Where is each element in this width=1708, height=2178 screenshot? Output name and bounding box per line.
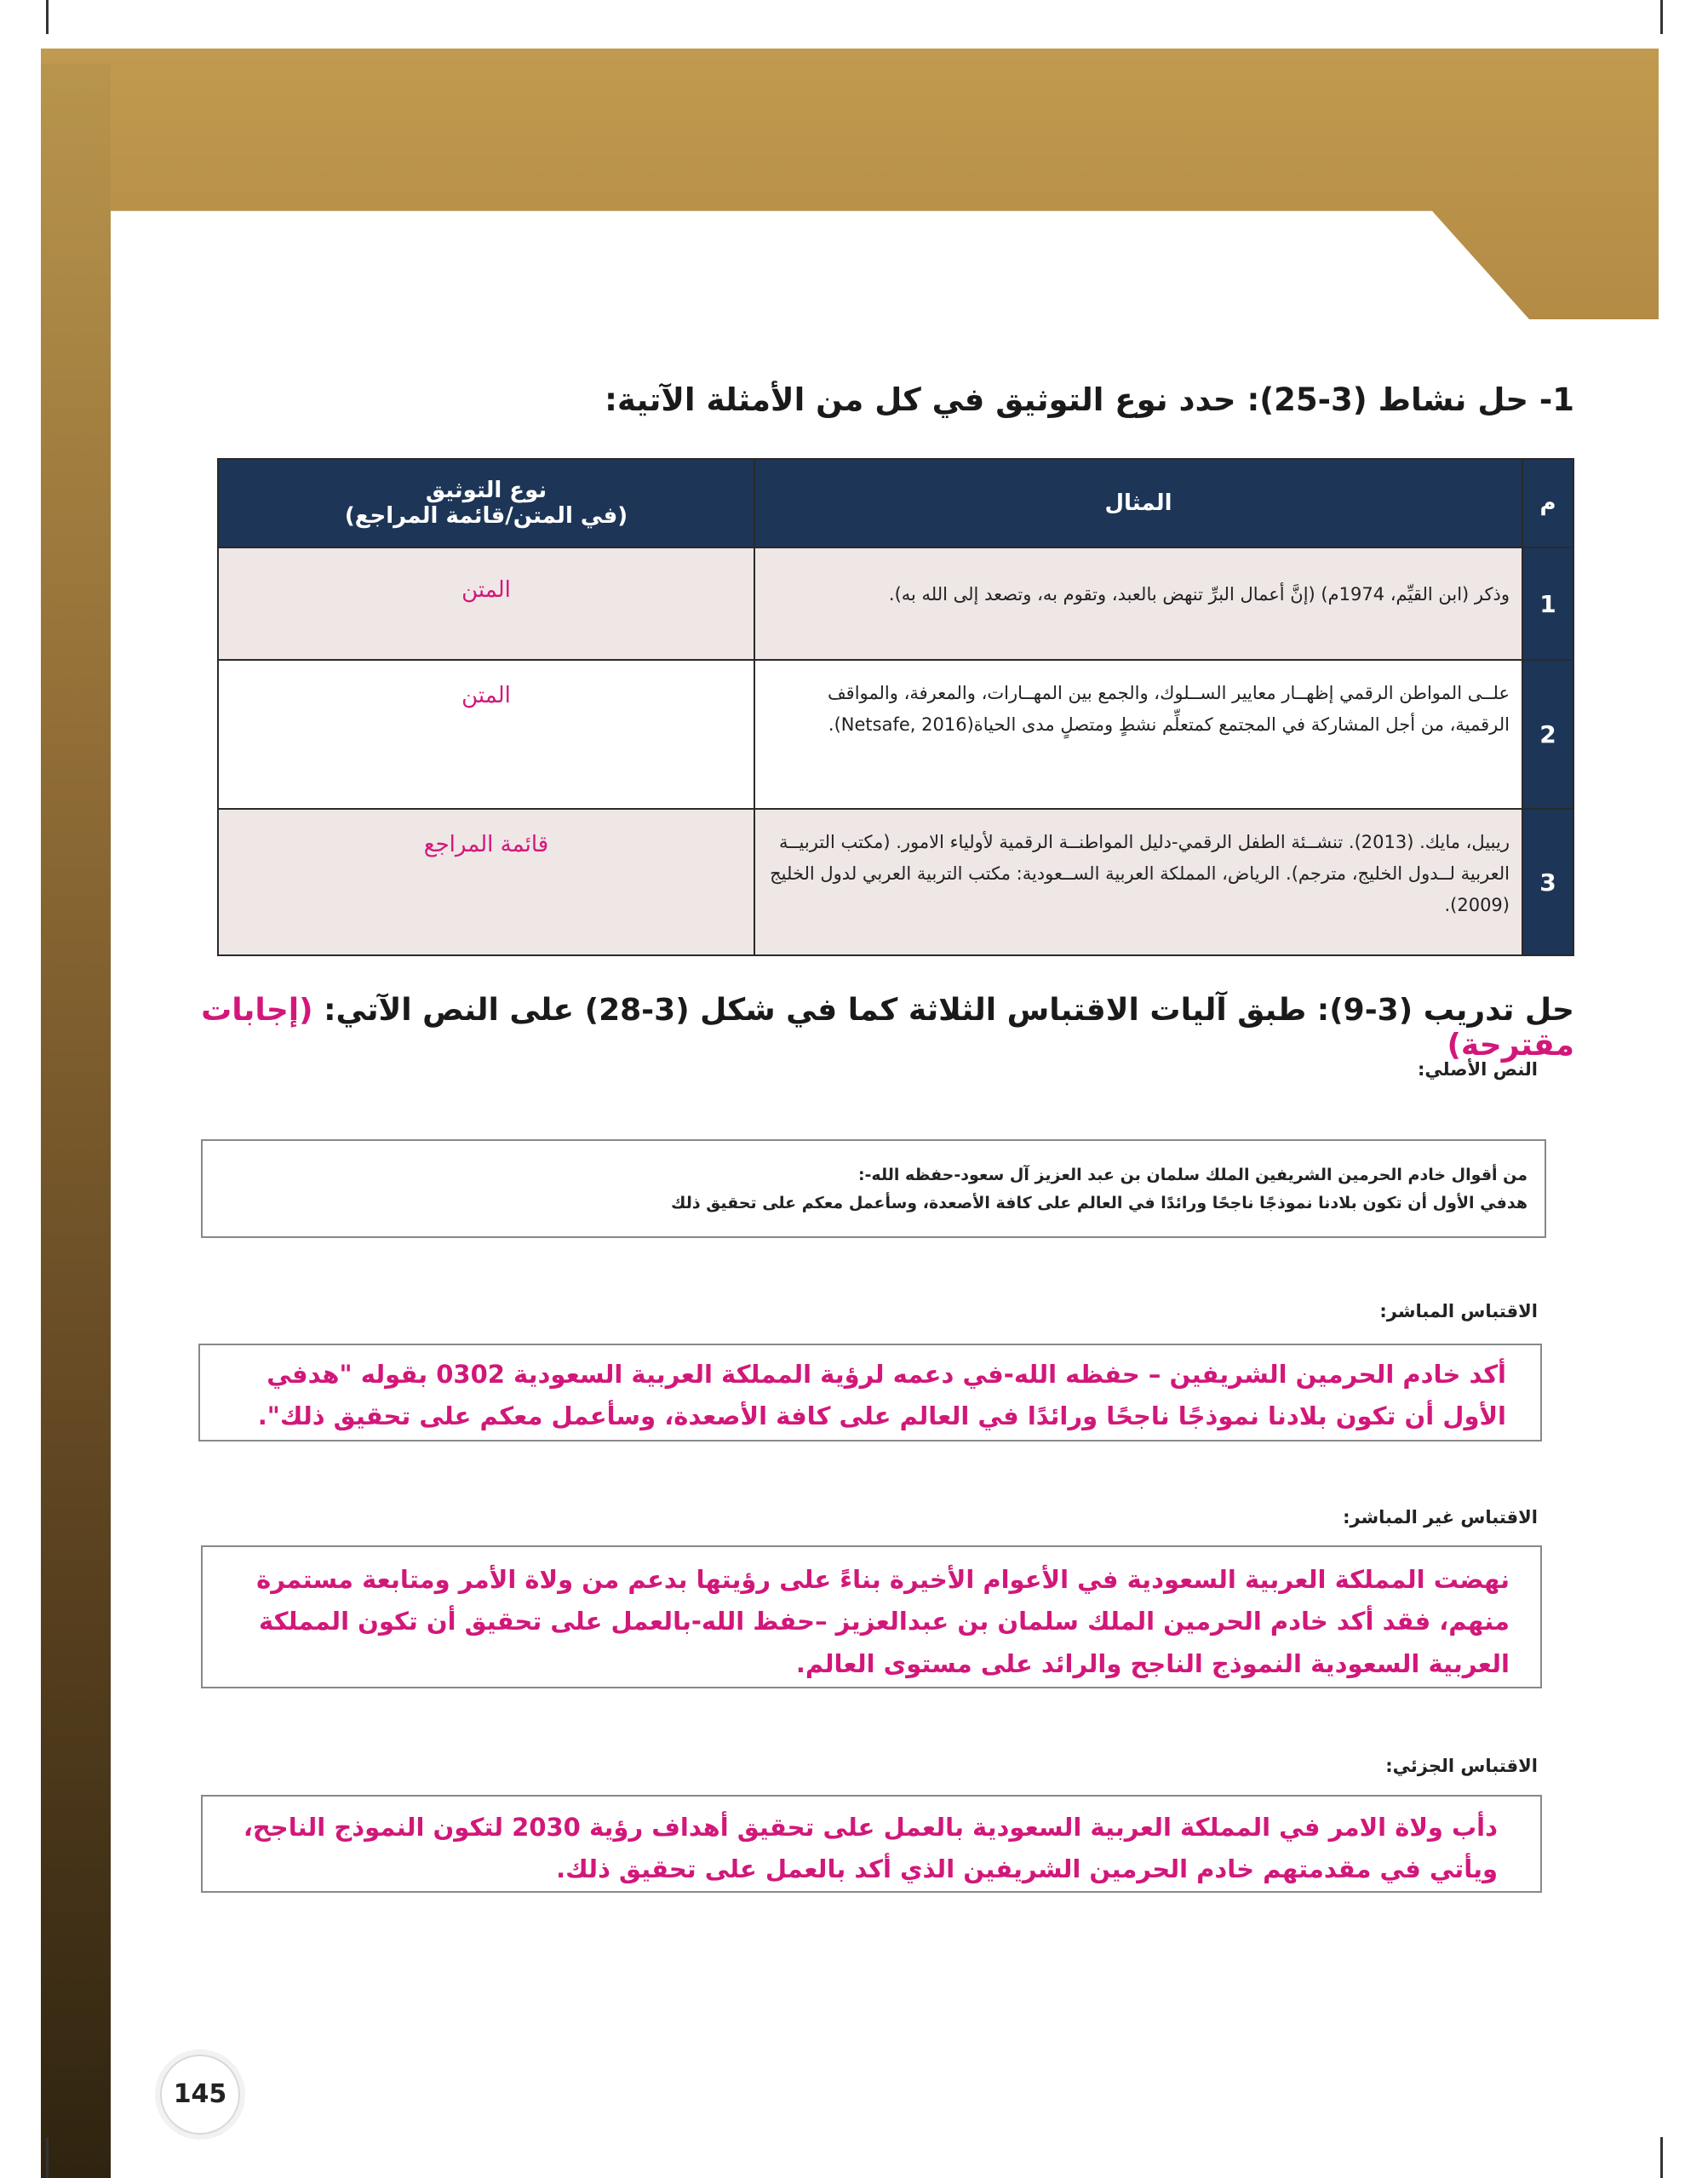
training-title: [127, 993, 1574, 1063]
original-label: النص الأصلي:: [1418, 1059, 1538, 1080]
row-example: ريبيل، مايك. (2013). تنشــئة الطفل الرقمي-دليل المواطنــة الرقمية لأولياء الامور. (مكتب التربيــة العربية لــدول الخليج، مترجم). الرياض، المملكة العربية الســعودية: مكتب التربية العربي لدول الخليج (2009).: [754, 809, 1522, 955]
partial-quote-box: [201, 1795, 1542, 1893]
page-number: 145: [160, 2055, 240, 2135]
row-example: علــى المواطن الرقمي إظهــار معايير الســلوك، والجمع بين المهــارات، والمعرفة، والمواقف الرقمية، من أجل المشاركة في المجتمع كمتعلِّم نشطٍ ومتصلٍ مدى الحياة(Netsafe, 2016).: [754, 660, 1522, 809]
row-example: وذكر (ابن القيِّم، 1974م) (إنَّ أعمال البرِّ تنهض بالعبد، وتقوم به، وتصعد إلى الله به).: [754, 547, 1522, 660]
crop-mark: [1660, 0, 1663, 34]
partial-label: الاقتباس الجزئي:: [1385, 1756, 1538, 1776]
direct-quote-text: أكد خادم الحرمين الشريفين – حفظه الله-في دعمه لرؤية المملكة العربية السعودية 0302 بقوله "هدفي الأول أن تكون بلادنا نموذجًا ناجحًا ورائدًا في العالم على كافة الأصعدة، وسأعمل معكم على تحقيق ذلك".: [257, 1360, 1506, 1431]
original-line-2: هدفي الأول أن تكون بلادنا نموذجًا ناجحًا ورائدًا في العالم على كافة الأصعدة، وسأعمل معكم على تحقيق ذلك: [671, 1194, 1527, 1213]
row-number: 1: [1522, 547, 1573, 660]
crop-mark: [46, 0, 49, 34]
table-header-row: [218, 459, 1573, 547]
table-row: [218, 660, 1573, 809]
crop-mark: [1660, 2137, 1663, 2178]
indirect-label: الاقتباس غير المباشر:: [1343, 1507, 1538, 1527]
direct-quote-box: [198, 1344, 1542, 1441]
training-title-text: حل تدريب (3-9): طبق آليات الاقتباس الثلاثة كما في شكل (3-28) على النص الآتي:: [324, 993, 1574, 1028]
header-type: [218, 459, 754, 547]
header-type-line2: (في المتن/قائمة المراجع): [344, 503, 628, 529]
indirect-quote-box: [201, 1545, 1542, 1688]
indirect-quote-text: نهضت المملكة العربية السعودية في الأعوام الأخيرة بناءً على رؤيتها بدعم من ولاة الأمر ومتابعة مستمرة منهم، فقد أكد خادم الحرمين الملك سلمان بن عبدالعزيز –حفظ الله-بالعمل على تحقيق أن تكون المملكة العربية السعودية النموذج الناجح والرائد على مستوى العالم.: [256, 1565, 1510, 1678]
documentation-table: [217, 458, 1574, 956]
header-num: م: [1522, 459, 1573, 547]
top-banner: [41, 49, 1659, 319]
left-stripe: [41, 64, 111, 2178]
table-row: [218, 547, 1573, 660]
row-answer: المتن: [218, 547, 754, 660]
row-number: 3: [1522, 809, 1573, 955]
header-example: المثال: [754, 459, 1522, 547]
direct-label: الاقتباس المباشر:: [1379, 1301, 1538, 1321]
table-row: [218, 809, 1573, 955]
training-suggested: (إجابات مقترحة): [201, 993, 1574, 1063]
row-number: 2: [1522, 660, 1573, 809]
original-line-1: من أقوال خادم الحرمين الشريفين الملك سلمان بن عبد العزيز آل سعود-حفظه الله-:: [857, 1166, 1527, 1184]
row-answer: قائمة المراجع: [218, 809, 754, 955]
crop-mark: [46, 2137, 49, 2178]
row-answer: المتن: [218, 660, 754, 809]
partial-quote-text: دأب ولاة الامر في المملكة العربية السعودية بالعمل على تحقيق أهداف رؤية 2030 لتكون النموذج الناجح، ويأتي في مقدمتهم خادم الحرمين الشريفين الذي أكد بالعمل على تحقيق ذلك.: [243, 1813, 1498, 1884]
original-text-box: [201, 1139, 1546, 1238]
activity-title: 1- حل نشاط (3-25): حدد نوع التوثيق في كل من الأمثلة الآتية:: [605, 381, 1574, 418]
header-type-line1: نوع التوثيق: [425, 478, 547, 503]
